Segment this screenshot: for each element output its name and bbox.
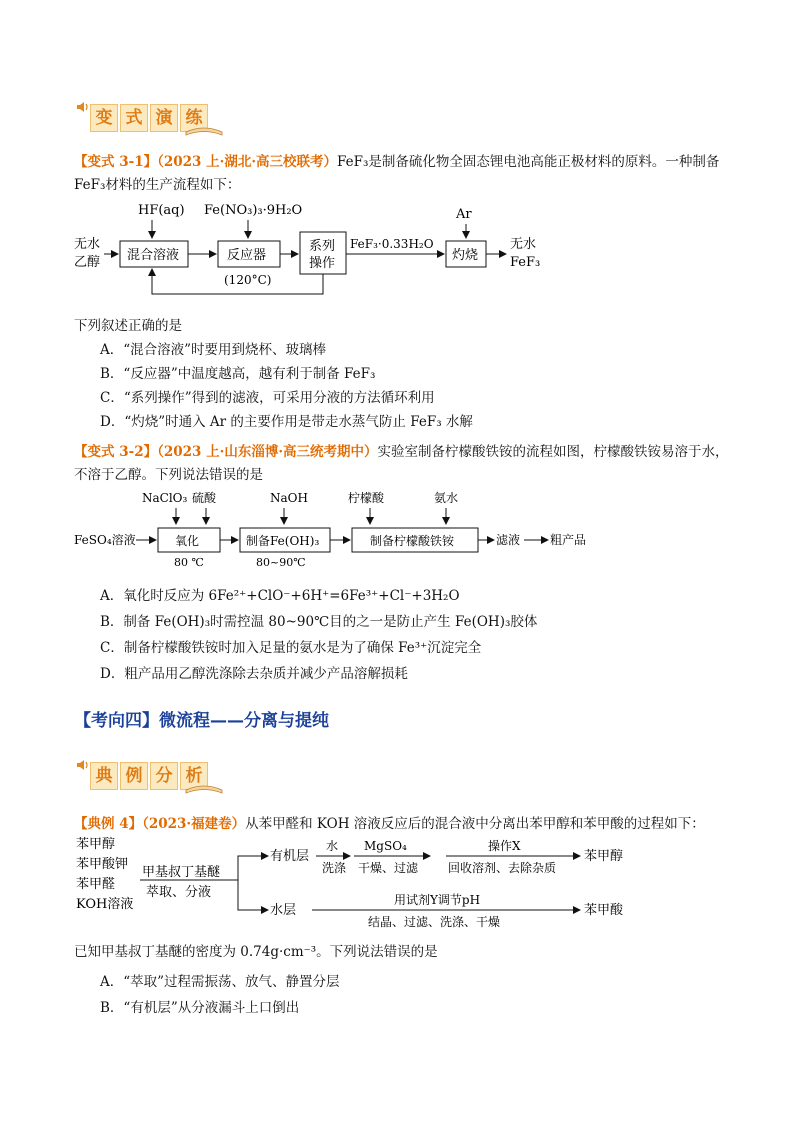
speaker-icon (76, 100, 90, 114)
speaker-icon (76, 758, 90, 772)
option-b: B．“有机层”从分液漏斗上口倒出 (100, 1000, 300, 1016)
reagent-y: 用试剂Y调节pH (394, 893, 481, 907)
option-a: A．“混合溶液”时要用到烧杯、玻璃棒 (100, 342, 327, 358)
option-a: A．“萃取”过程需振荡、放气、静置分层 (100, 974, 340, 990)
box-series-op-label: 操作 (309, 256, 336, 271)
filtrate-label: 滤液 (496, 533, 521, 547)
example-banner (76, 758, 226, 794)
question-tag: 【变式 3-2】 (74, 444, 158, 460)
input-citric: 柠檬酸 (348, 491, 385, 505)
banner-tile: 典 (90, 762, 118, 790)
reactor-temp: (120°C) (224, 273, 272, 287)
end-label: 无水 (510, 237, 537, 252)
option-b: B．“反应器”中温度越高，越有利于制备 FeF₃ (100, 366, 376, 382)
end-label: 粗产品 (550, 533, 587, 547)
prep-hydroxide-temp: 80~90℃ (256, 556, 306, 569)
wash-step: 洗涤 (322, 861, 347, 875)
product-benzoic-acid: 苯甲酸 (584, 903, 624, 918)
stem-text-cont: FeF₃材料的生产流程如下： (74, 177, 241, 193)
option-c: C．“系列操作”得到的滤液，可采用分液的方法循环利用 (100, 390, 435, 406)
banner-tile: 演 (150, 104, 178, 132)
extract-solvent: 甲基叔丁基醚 (142, 865, 221, 880)
question-source: （2023·福建卷） (142, 816, 246, 832)
dry-step: 干燥、过滤 (358, 861, 419, 875)
question-tag: 【典例 4】 (74, 816, 143, 832)
box-mix-label: 混合溶液 (127, 248, 180, 263)
box-series-op-label: 系列 (309, 239, 336, 254)
flow-diagram-3-2 (72, 486, 632, 570)
question-prompt: 下列叙述正确的是 (74, 318, 182, 334)
banner-tile: 析 (180, 762, 208, 790)
input-sulfuric: 硫酸 (192, 491, 217, 505)
input-fe-nitrate: Fe(NO₃)₃·9H₂O (204, 203, 303, 218)
stem-text: 实验室制备柠檬酸铁铵的流程如图，柠檬酸铁铵易溶于水， (377, 444, 729, 460)
box-oxidize-label: 氧化 (175, 534, 200, 548)
book-icon (184, 780, 224, 794)
known-condition: 已知甲基叔丁基醚的密度为 0.74g·cm⁻³。下列说法错误的是 (74, 944, 438, 960)
question-source: （2023 上·山东淄博·高三统考期中） (157, 444, 378, 460)
start-label: 无水 (74, 237, 101, 252)
mix-item: 苯甲醇 (76, 837, 116, 852)
question-3-1-stem (74, 150, 719, 170)
product-benzyl-alcohol: 苯甲醇 (584, 849, 624, 864)
banner-tile: 练 (180, 104, 208, 132)
organic-layer: 有机层 (270, 849, 310, 864)
end-label: FeF₃ (510, 255, 541, 270)
option-c: C．制备柠檬酸铁铵时加入足量的氨水是为了确保 Fe³⁺沉淀完全 (100, 640, 482, 656)
question-source: （2023 上·湖北·高三校联考） (157, 154, 338, 170)
aqueous-layer: 水层 (270, 903, 297, 918)
start-label: FeSO₄溶液 (74, 533, 136, 547)
option-d: D．“灼烧”时通入 Ar 的主要作用是带走水蒸气防止 FeF₃ 水解 (100, 414, 473, 430)
input-ar: Ar (456, 207, 472, 222)
banner-tile: 分 (150, 762, 178, 790)
question-tag: 【变式 3-1】 (74, 154, 158, 170)
stem-text-cont: 不溶于乙醇。下列说法错误的是 (74, 467, 263, 483)
option-d: D．粗产品用乙醇洗涤除去杂质并减少产品溶解损耗 (100, 666, 408, 682)
mix-item: KOH溶液 (76, 897, 134, 912)
section-title: 【考向四】微流程——分离与提纯 (74, 711, 329, 731)
banner-tile: 例 (120, 762, 148, 790)
option-a: A．氧化时反应为 6Fe²⁺+ClO⁻+6H⁺=6Fe³⁺+Cl⁻+3H₂O (100, 588, 460, 604)
wash-reagent: 水 (326, 839, 339, 853)
example-4-stem (74, 812, 705, 832)
stem-text: FeF₃是制备硫化物全固态锂电池高能正极材料的原料。一种制备 (337, 154, 720, 170)
mix-item: 苯甲酸钾 (76, 857, 129, 872)
oxidize-temp: 80 ℃ (174, 556, 204, 569)
operation-x-step: 回收溶剂、去除杂质 (448, 861, 557, 875)
banner-tile: 式 (120, 104, 148, 132)
stem-text: 从苯甲醛和 KOH 溶液反应后的混合液中分离出苯甲醇和苯甲酸的过程如下： (245, 816, 705, 832)
input-hf: HF(aq) (138, 203, 185, 218)
box-calcine-label: 灼烧 (452, 248, 479, 263)
book-icon (184, 122, 224, 136)
operation-x: 操作X (488, 839, 521, 853)
banner-tile: 变 (90, 104, 118, 132)
input-naclo3: NaClO₃ (142, 491, 188, 505)
box-prep-hydroxide-label: 制备Fe(OH)₃ (246, 534, 320, 548)
box-prep-citrate-label: 制备柠檬酸铁铵 (370, 534, 455, 548)
input-ammonia: 氨水 (434, 491, 459, 505)
extract-step: 萃取、分液 (146, 885, 212, 900)
practice-banner (76, 100, 226, 136)
mix-item: 苯甲醛 (76, 877, 116, 892)
input-naoh: NaOH (270, 491, 308, 505)
crystallize-step: 结晶、过滤、洗涤、干燥 (368, 915, 501, 929)
flow-diagram-ex4 (72, 834, 632, 934)
start-label: 乙醇 (74, 255, 101, 270)
dry-reagent: MgSO₄ (364, 839, 407, 853)
option-b: B．制备 Fe(OH)₃时需控温 80~90℃目的之一是防止产生 Fe(OH)₃胶体 (100, 614, 538, 630)
flow-diagram-3-1 (70, 196, 570, 302)
intermediate-label: FeF₃·0.33H₂O (350, 237, 434, 251)
question-3-2-stem (74, 440, 729, 460)
box-reactor-label: 反应器 (227, 248, 267, 263)
